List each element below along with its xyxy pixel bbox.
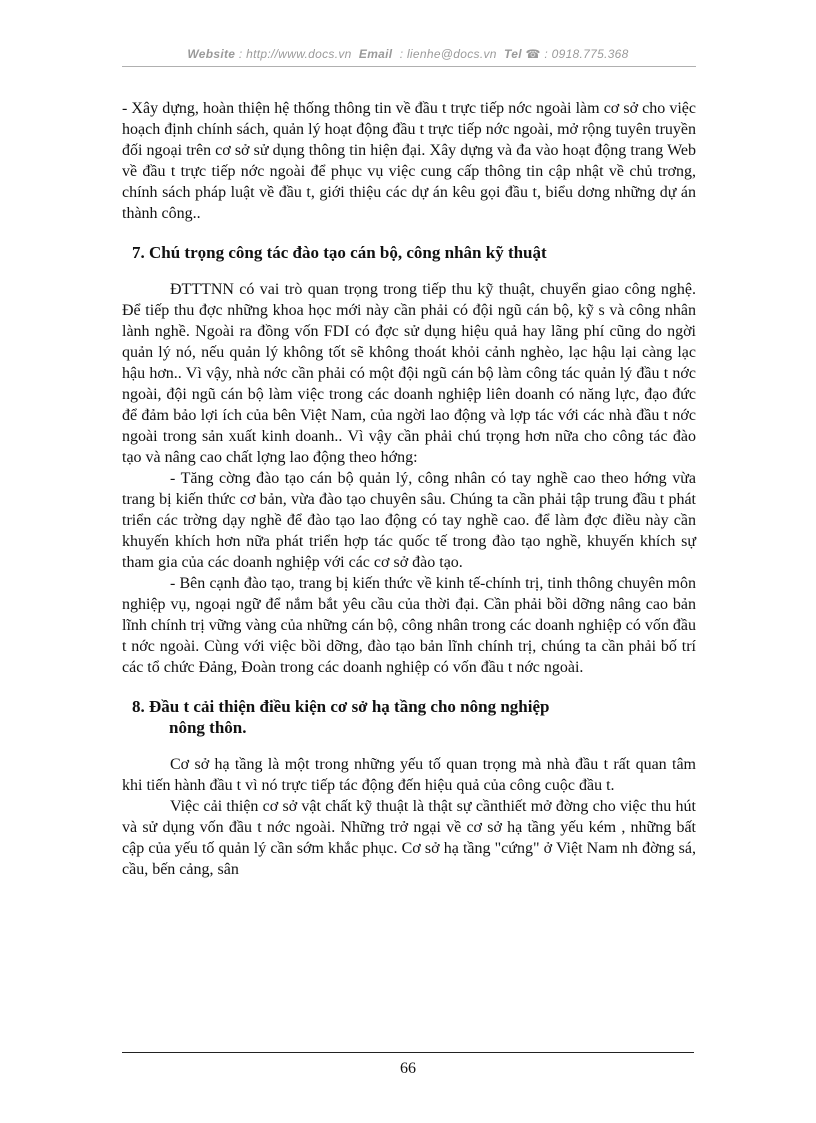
website-value: : http://www.docs.vn — [238, 47, 352, 61]
section-heading-8-line1: 8. Đầu t cải thiện điều kiện cơ sở hạ tầng cho nông nghiệp — [132, 697, 550, 716]
email-value: : lienhe@docs.vn — [399, 47, 497, 61]
document-body — [122, 98, 696, 880]
tel-label: Tel — [504, 47, 522, 61]
paragraph-training-bullet-1: - Tăng cờng đào tạo cán bộ quản lý, công nhân có tay nghề cao theo hớng vừa trang bị kiến thức cơ bản, vừa đào tạo chuyên sâu. Chúng ta cần phải tập trung đầu t phát triển các trờng dạy nghề để đào tạo lao động có tay nghề cao. để làm đợc điều này cần khuyến khích hơn nữa phát triển hợp tác quốc tế trong đào tạo nghề, khuyến khích sự tham gia của các doanh nghiệp với các cơ sở đào tạo. — [122, 470, 696, 571]
header-divider — [122, 66, 696, 67]
website-label: Website — [187, 47, 236, 61]
section-heading-8 — [122, 696, 696, 738]
page-header — [0, 47, 816, 61]
paragraph-information-system: - Xây dựng, hoàn thiện hệ thống thông tin về đầu t trực tiếp nớc ngoài làm cơ sở cho việc hoạch định chính sách, quản lý hoạt động đầu t trực tiếp nớc ngoài, mở rộng tuyên truyền đối ngoại trên cơ sở sử dụng thông tin hiện đại. Xây dựng và đa vào hoạt động trang Web về đầu t trực tiếp nớc ngoài để phục vụ việc cung cấp thông tin cập nhật về chủ trơng, chính sách pháp luật về đầu t, giới thiệu các dự án kêu gọi đầu t, biểu dơng những dự án thành công.. — [122, 100, 696, 222]
email-label: Email — [358, 47, 393, 61]
paragraph-infrastructure-intro: Cơ sở hạ tầng là một trong những yếu tố quan trọng mà nhà đầu t rất quan tâm khi tiến hành đầu t vì nó trực tiếp tác động đến hiệu quả của công cuộc đầu t. — [122, 756, 696, 794]
tel-value: ☎ : 0918.775.368 — [525, 47, 629, 61]
paragraph-infrastructure-improvement: Việc cải thiện cơ sở vật chất kỹ thuật là thật sự cầnthiết mở đờng cho việc thu hút và sử dụng vốn đầu t nớc ngoài. Những trở ngại về cơ sở hạ tầng yếu kém , những bất cập của yếu tố quản lý cần sớm khắc phục. Cơ sở hạ tầng "cứng" ở Việt Nam nh đờng sá, cầu, bến cảng, sân — [122, 798, 696, 878]
footer-divider — [122, 1052, 694, 1053]
section-heading-7: 7. Chú trọng công tác đào tạo cán bộ, công nhân kỹ thuật — [132, 243, 547, 262]
section-heading-8-line2: nông thôn. — [169, 718, 247, 737]
paragraph-training-bullet-2: - Bên cạnh đào tạo, trang bị kiến thức về kinh tế-chính trị, tinh thông chuyên môn nghiệp vụ, ngoại ngữ để nắm bắt yêu cầu của thời đại. Cần phải bồi dỡng nâng cao bản lĩnh chính trị vững vàng của những cán bộ, công nhân trong các doanh nghiệp có vốn đầu t nớc ngoài. Cùng với việc bồi dỡng, đào tạo bản lĩnh chính trị, chúng ta cần phải bố trí các tổ chức Đảng, Đoàn trong các doanh nghiệp có vốn đầu t nớc ngoài. — [122, 575, 696, 676]
page-number: 66 — [400, 1060, 416, 1077]
paragraph-training-intro: ĐTTTNN có vai trò quan trọng trong tiếp thu kỹ thuật, chuyển giao công nghệ. Để tiếp thu đợc những khoa học mới này cần phải có đội ngũ cán bộ, kỹ s và công nhân lành nghề. Ngoài ra đồng vốn FDI có đợc sử dụng hiệu quả hay lãng phí cũng do ngời quản lý nó, nếu quản lý không tốt sẽ không thoát khỏi cảnh nghèo, lạc hậu lại càng lạc hậu hơn.. Vì vậy, nhà nớc cần phải có một đội ngũ cán bộ làm công tác quản lý đầu t nớc ngoài, đội ngũ cán bộ làm việc trong các doanh nghiệp liên doanh có năng lực, đạo đức để đảm bảo lợi ích của bên Việt Nam, của ngời lao động và lợp tác với các nhà đầu t nớc ngoài trong sản xuất kinh doanh.. Vì vậy cần phải chú trọng hơn nữa cho công tác đào tạo và nâng cao chất lợng lao động theo hớng: — [122, 281, 696, 466]
